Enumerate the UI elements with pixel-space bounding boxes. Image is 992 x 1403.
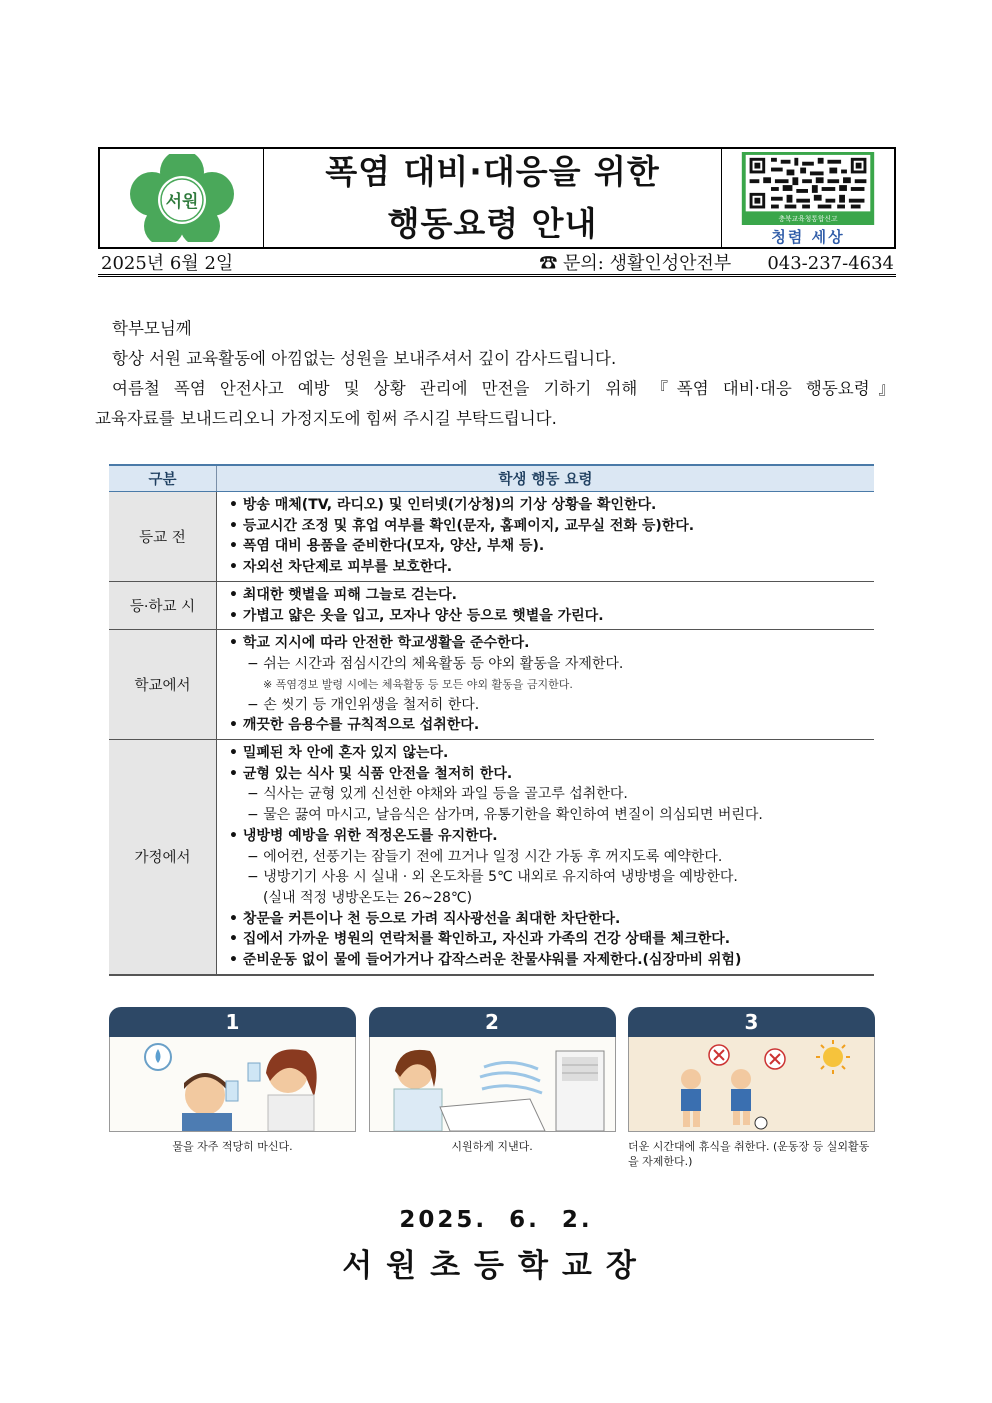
row-category: 가정에서	[109, 740, 217, 975]
page-title	[264, 149, 722, 247]
panel-number: 1	[109, 1007, 356, 1037]
panel-number: 3	[628, 1007, 875, 1037]
panel-caption: 더운 시간대에 휴식을 취한다. (운동장 등 실외활동을 자제한다.)	[628, 1140, 870, 1168]
footer-date-text: 2025. 6. 2.	[399, 1207, 593, 1233]
title-line-2: 행동요령 안내	[387, 204, 598, 243]
flower-emblem-icon	[128, 154, 236, 242]
list-item: • 방송 매체(TV, 라디오) 및 인터넷(기상청)의 기상 상황을 확인한다.	[229, 495, 874, 516]
list-item: • 균형 있는 식사 및 식품 안전을 철저히 한다.	[229, 764, 874, 785]
panel-caption: 시원하게 지낸다.	[451, 1140, 533, 1153]
panel-3	[628, 1007, 875, 1169]
contact-info	[539, 249, 896, 275]
document-header	[98, 147, 896, 249]
resting-illustration	[628, 1037, 875, 1132]
list-item: • 학교 지시에 따라 안전한 학교생활을 준수한다.	[229, 633, 874, 654]
contact-phone: 043-237-4634	[767, 253, 894, 274]
list-continuation: (실내 적정 냉방온도는 26~28℃)	[263, 889, 473, 906]
table-row	[109, 630, 874, 740]
list-item: • 집에서 가까운 병원의 연락처를 확인하고, 자신과 가족의 건강 상태를 체크한다.	[229, 929, 874, 950]
letter-body	[95, 314, 895, 434]
list-subitem: − 냉방기기 사용 시 실내 · 외 온도차를 5℃ 내외로 유지하여 냉방병을 예방한다.	[229, 867, 874, 888]
title-line-1: 폭염 대비·대응을 위한	[325, 152, 660, 191]
date-contact-line	[98, 250, 896, 277]
sun-icon	[823, 1047, 843, 1067]
guide-table	[109, 464, 874, 976]
letter-line-3: 교육자료를 보내드리오니 가정지도에 힘써 주시길 부탁드립니다.	[95, 409, 557, 428]
panel-2	[369, 1007, 616, 1169]
list-item: • 등교시간 조정 및 휴업 여부를 확인(문자, 홈페이지, 교무실 전화 등)한다.	[229, 516, 874, 537]
slogan-text: 청렴 세상	[771, 228, 845, 246]
table-row	[109, 492, 874, 582]
illustration-panels	[109, 1007, 875, 1169]
list-subitem: − 손 씻기 등 개인위생을 철저히 한다.	[229, 695, 874, 716]
panel-caption: 물을 자주 적당히 마신다.	[172, 1140, 293, 1153]
list-item: • 가볍고 얇은 옷을 입고, 모자나 양산 등으로 햇볕을 가린다.	[229, 606, 874, 627]
letter-line-1: 항상 서원 교육활동에 아낌없는 성원을 보내주셔서 깊이 감사드립니다.	[112, 349, 617, 368]
list-subitem: − 에어컨, 선풍기는 잠들기 전에 끄거나 일정 시간 가동 후 꺼지도록 예약한다.	[229, 847, 874, 868]
footer-date	[0, 1207, 992, 1233]
row-items	[217, 492, 875, 582]
table-header-row	[109, 465, 874, 492]
list-item: • 준비운동 없이 물에 들어가거나 갑작스러운 찬물샤워를 자제한다.(심장마비 위험)	[229, 950, 874, 971]
panel-number: 2	[369, 1007, 616, 1037]
list-item: • 깨끗한 음용수를 규칙적으로 섭취한다.	[229, 715, 874, 736]
table-row	[109, 581, 874, 629]
contact-department: ☎ 문의: 생활인성안전부	[539, 253, 732, 274]
list-item: • 최대한 햇볕을 피해 그늘로 걷는다.	[229, 585, 874, 606]
header-category: 구분	[109, 465, 217, 492]
list-item: • 창문을 커튼이나 천 등으로 가려 직사광선을 최대한 차단한다.	[229, 909, 874, 930]
row-items	[217, 630, 875, 740]
list-subitem: − 식사는 균형 있게 신선한 야채와 과일 등을 골고루 섭취한다.	[229, 784, 874, 805]
list-item: • 밀폐된 차 안에 혼자 있지 않는다.	[229, 743, 874, 764]
row-category: 등교 전	[109, 492, 217, 582]
list-item: • 폭염 대비 용품을 준비한다(모자, 양산, 부채 등).	[229, 536, 874, 557]
header-actions: 학생 행동 요령	[217, 465, 875, 492]
qr-block	[722, 149, 894, 247]
row-items	[217, 581, 875, 629]
qr-code-icon	[740, 152, 876, 225]
logo-text: 서원	[165, 192, 198, 212]
row-category: 학교에서	[109, 630, 217, 740]
list-subitem: − 물은 끓여 마시고, 날음식은 삼가며, 유통기한을 확인하여 변질이 의심되면 버린다.	[229, 805, 874, 826]
school-principal: 서원초등학교장	[342, 1248, 650, 1284]
qr-caption: 충북교육청통합신고	[778, 215, 838, 224]
list-note: ※ 폭염경보 발령 시에는 체육활동 등 모든 야외 활동을 금지한다.	[263, 677, 573, 691]
school-logo	[100, 149, 264, 247]
greeting: 학부모님께	[112, 319, 192, 338]
list-subitem: − 쉬는 시간과 점심시간의 체육활동 등 야외 활동을 자제한다.	[229, 654, 874, 675]
keeping-cool-illustration	[369, 1037, 616, 1132]
list-item: • 자외선 차단제로 피부를 보호한다.	[229, 557, 874, 578]
row-category: 등·하교 시	[109, 581, 217, 629]
letter-line-2: 여름철 폭염 안전사고 예방 및 상황 관리에 만전을 기하기 위해 『폭염 대비·대응 행동요령』	[112, 379, 895, 398]
drinking-water-illustration	[109, 1037, 356, 1132]
panel-1	[109, 1007, 356, 1169]
row-items	[217, 740, 875, 975]
table-row	[109, 740, 874, 975]
list-item: • 냉방병 예방을 위한 적정온도를 유지한다.	[229, 826, 874, 847]
issue-date: 2025년 6월 2일	[101, 253, 234, 274]
